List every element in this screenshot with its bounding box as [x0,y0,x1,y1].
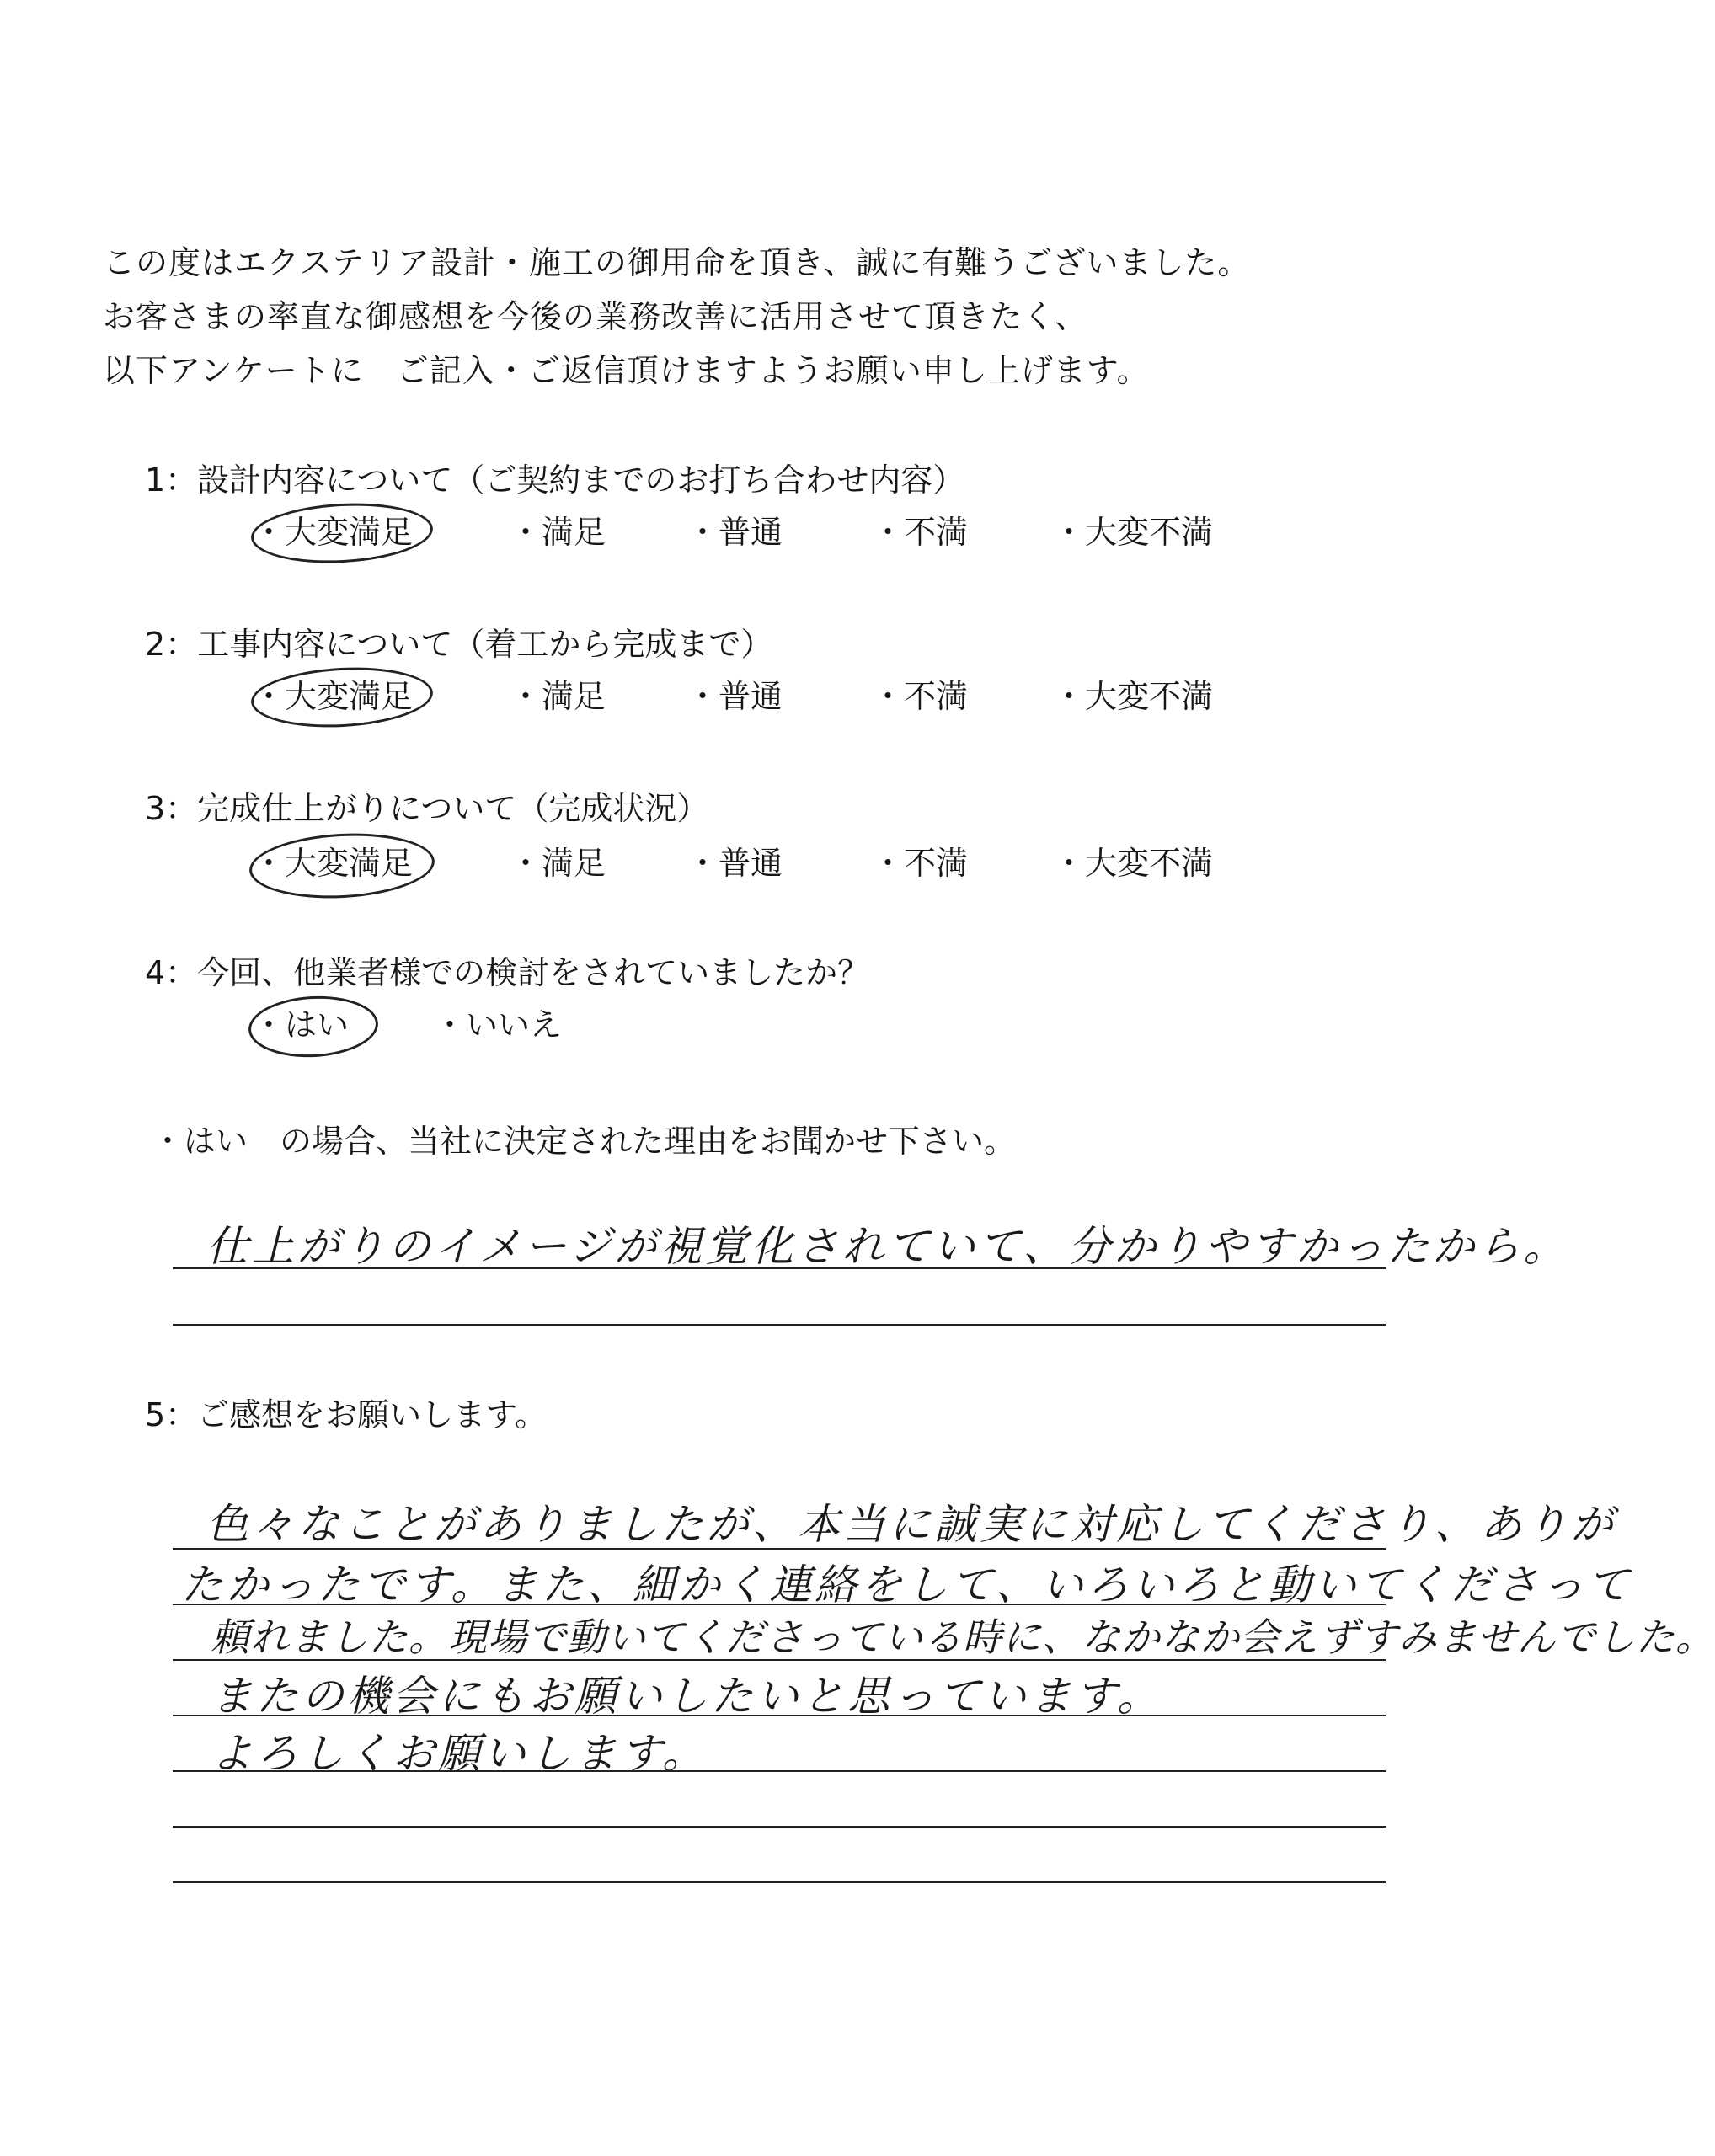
impression-line-4[interactable]: またの機会にもお願いしたいと思っています。 [211,1672,1162,1721]
q1-option-very-dissatisfied[interactable]: ・大変不満 [1053,514,1214,551]
q1-option-dissatisfied[interactable]: ・不満 [872,514,969,551]
q2-option-satisfied[interactable]: ・満足 [510,678,606,715]
impression-line-5[interactable]: よろしくお願いします。 [211,1729,708,1778]
q1-option-normal[interactable]: ・普通 [687,514,783,551]
q1-option-very-satisfied[interactable]: ・大変満足 [253,514,414,551]
reason-rule-2 [173,1324,1386,1326]
intro-line-1: この度はエクステリア設計・施工の御用命を頂き、誠に有難うございました。 [103,244,1251,281]
question-5-title: 5：ご感想をお願いします。 [145,1396,548,1433]
question-4-title: 4：今回、他業者様での検討をされていましたか？ [145,954,870,991]
impression-line-2[interactable]: たかったです。また、細かく連絡をして、いろいろと動いてくださって [181,1561,1632,1609]
question-3-title: 3：完成仕上がりについて（完成状況） [145,790,709,827]
impression-rule-6 [173,1826,1386,1828]
intro-line-3: 以下アンケートに ご記入・ご返信頂けますようお願い申し上げます。 [103,352,1150,389]
q4-option-yes[interactable]: ・はい [253,1006,350,1043]
q3-option-satisfied[interactable]: ・満足 [510,845,606,882]
q3-option-very-satisfied[interactable]: ・大変満足 [253,845,414,882]
impression-rule-4 [173,1715,1386,1716]
q1-option-satisfied[interactable]: ・満足 [510,514,606,551]
reason-answer[interactable]: 仕上がりのイメージが視覚化されていて、分かりやすかったから。 [206,1222,1569,1271]
q2-option-very-dissatisfied[interactable]: ・大変不満 [1053,678,1214,715]
impression-line-1[interactable]: 色々なことがありましたが、本当に誠実に対応してくださり、ありが [206,1500,1616,1549]
impression-rule-3 [173,1659,1386,1661]
reason-rule-1 [173,1267,1386,1269]
impression-rule-1 [173,1548,1386,1550]
impression-rule-2 [173,1604,1386,1605]
reason-prompt: ・はい の場合、当社に決定された理由をお聞かせ下さい。 [152,1123,1017,1160]
q2-option-very-satisfied[interactable]: ・大変満足 [253,678,414,715]
question-1-title: 1：設計内容について（ご契約までのお打ち合わせ内容） [145,462,965,499]
impression-rule-7 [173,1881,1386,1883]
q2-option-normal[interactable]: ・普通 [687,678,783,715]
impression-rule-5 [173,1770,1386,1772]
q2-option-dissatisfied[interactable]: ・不満 [872,678,969,715]
q3-option-dissatisfied[interactable]: ・不満 [872,845,969,882]
intro-line-2: お客さまの率直な御感想を今後の業務改善に活用させて頂きたく、 [103,298,1088,335]
q4-option-no[interactable]: ・いいえ [434,1006,563,1043]
q3-option-normal[interactable]: ・普通 [687,845,783,882]
impression-line-3[interactable]: 頼れました。現場で動いてくださっている時に、なかなか会えずすみませんでした。 [211,1614,1715,1660]
q3-option-very-dissatisfied[interactable]: ・大変不満 [1053,845,1214,882]
question-2-title: 2：工事内容について（着工から完成まで） [145,626,773,663]
intro-text [103,236,1417,398]
